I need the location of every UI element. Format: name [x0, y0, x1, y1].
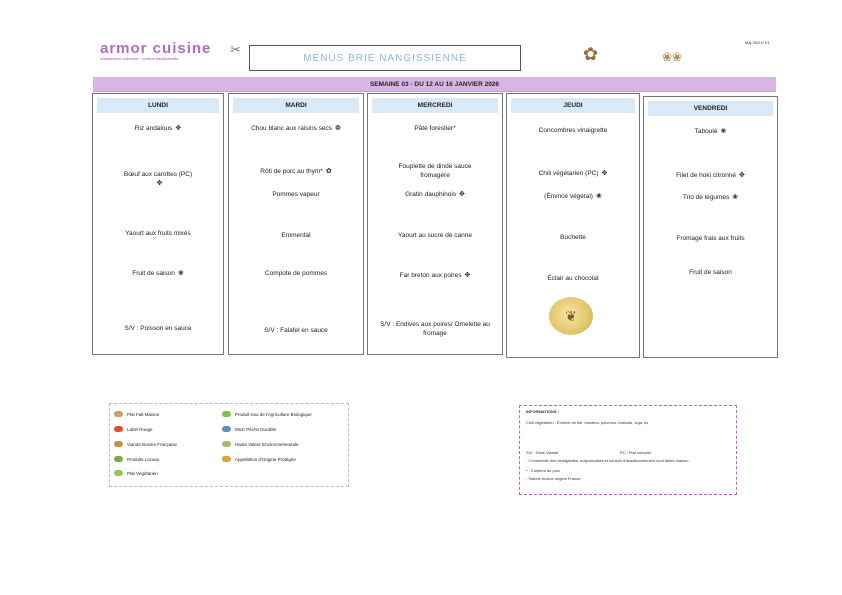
chef-hat-icon: ✂ [230, 42, 241, 57]
food-basket-icon: ✿ [583, 44, 599, 64]
msc-icon [222, 426, 231, 432]
fall-logo-icon: ❀❀ [662, 50, 683, 64]
menu-item: Compote de pommes [264, 270, 328, 277]
version-ref: Maj 30/01/ V1 [745, 40, 770, 45]
menu-item: Taboulé ❀ [694, 128, 727, 136]
day-column-monday [92, 93, 224, 355]
menu-item: Éclair au chocolat [547, 275, 599, 282]
legend-item: Viande Bovine Française [114, 441, 177, 447]
legend-item: Produit issu de l'Agriculture Biologique [222, 411, 312, 417]
brand-subtitle: restauration collective · cuisine traditionnelle [100, 56, 179, 61]
menu-item: Fruit de saison [689, 269, 732, 276]
menu-item: Filet de hoki citronné ✥ [676, 172, 745, 180]
bio-icon: ❀ [177, 270, 184, 277]
page-title: MENUS BRIE NANGISSIENNE [249, 45, 521, 71]
day-column-friday [643, 96, 778, 358]
menu-item: Gratin dauphinois ✥ [405, 191, 465, 199]
quality-medal-icon: ❦ [549, 297, 593, 335]
label-rouge-icon [114, 426, 123, 432]
vegetarian-icon [114, 470, 123, 476]
beef-icon [114, 441, 123, 447]
menu-item: S/V : Falafel en sauce [264, 327, 328, 334]
info-box [519, 405, 737, 495]
menu-item: (Émincé végétal) ❀ [544, 193, 602, 201]
day-column-wednesday [367, 93, 503, 355]
brand-logo: armor cuisine [100, 40, 212, 57]
menu-item: Buchette [560, 234, 586, 241]
legend-item: Plat Végétarien [114, 470, 158, 476]
week-banner: SEMAINE 03 - DU 12 AU 16 JANVIER 2026 [93, 77, 776, 91]
info-line: Chili végétarien : Émincé de blé, tomates, poivrons, haricots, soja, riz [526, 420, 649, 425]
menu-item: S/V : Endives aux poires/ Omelette au fromage [380, 321, 490, 337]
info-line: * : Contient du porc [526, 468, 561, 473]
menu-item: Far breton aux poires ✥ [399, 272, 471, 280]
menu-item: S/V : Poisson en sauce [124, 325, 192, 332]
day-header: MARDI [233, 98, 359, 113]
menu-item: Riz andalous ✥ [134, 125, 182, 133]
vegetarian-icon: ✥ [601, 170, 608, 177]
menu-item: Rôti de porc au thym* ✿ [260, 168, 332, 176]
day-header: MERCREDI [372, 98, 498, 113]
bio-icon: ❀ [732, 194, 739, 201]
info-line: - Viande bovine origine France [526, 476, 581, 481]
legend-item: Produits Locaux [114, 456, 159, 462]
legend-item: Plat Fait Maison [114, 411, 159, 417]
legend-item: Label Rouge [114, 426, 153, 432]
menu-item: Emmental [281, 232, 311, 239]
homemade-icon: ❁ [335, 125, 341, 132]
homemade-icon: ✥ [464, 272, 471, 279]
menu-item: Pommes vapeur [272, 191, 320, 198]
menu-item: Pâté forestier* [414, 125, 456, 132]
fresh-icon: ✥ [175, 125, 182, 132]
menu-item: Bœuf aux carottes (PC)✥ [123, 171, 193, 187]
menu-item: Fruit de saison ❀ [132, 270, 184, 278]
info-line: - L'ensemble des vinaigrettes, mayonnaises et sauces d'assaisonnement sont faites maison [526, 458, 689, 463]
menu-item: Fouplette de dinde sauce fromagère [398, 163, 472, 179]
local-icon [114, 456, 123, 462]
info-line: PC : Plat complet [620, 450, 651, 455]
hve-icon [222, 441, 231, 447]
menu-item: Yaourt au sucre de canne [398, 232, 472, 239]
info-line: S/V : Sans Viande [526, 450, 559, 455]
msc-icon: ✥ [739, 172, 745, 179]
menu-item: Chili végétarien (PC) ✥ [538, 170, 608, 178]
menu-item: Trio de légumes ❀ [682, 194, 739, 202]
menu-item: Concombres vinaigrette [538, 127, 608, 134]
menu-item: Fromage frais aux fruits [676, 235, 745, 242]
legend-item: MSC Pêche Durable [222, 426, 276, 432]
bio-icon: ❀ [720, 128, 727, 135]
bio-icon: ❀ [595, 193, 602, 200]
bio-icon [222, 411, 231, 417]
beef-icon: ✥ [156, 180, 163, 187]
day-header: LUNDI [97, 98, 219, 113]
day-header: VENDREDI [648, 101, 773, 116]
week-divider [93, 91, 776, 92]
label-legend [109, 403, 349, 487]
menu-item: Yaourt aux fruits mixés [125, 230, 191, 237]
homemade-icon [114, 411, 123, 417]
day-header: JEUDI [511, 98, 635, 113]
menu-item: Chou blanc aux raisins secs ❁ [251, 125, 341, 133]
legend-item: Haute Valeur Environnementale [222, 441, 298, 447]
legend-item: Appellation d'Origine Protégée [222, 456, 296, 462]
aop-icon [222, 456, 231, 462]
day-column-tuesday [228, 93, 364, 355]
homemade-icon: ✥ [459, 191, 465, 198]
local-icon: ✿ [325, 168, 332, 175]
info-title: INFORMATIONS : [526, 409, 560, 414]
